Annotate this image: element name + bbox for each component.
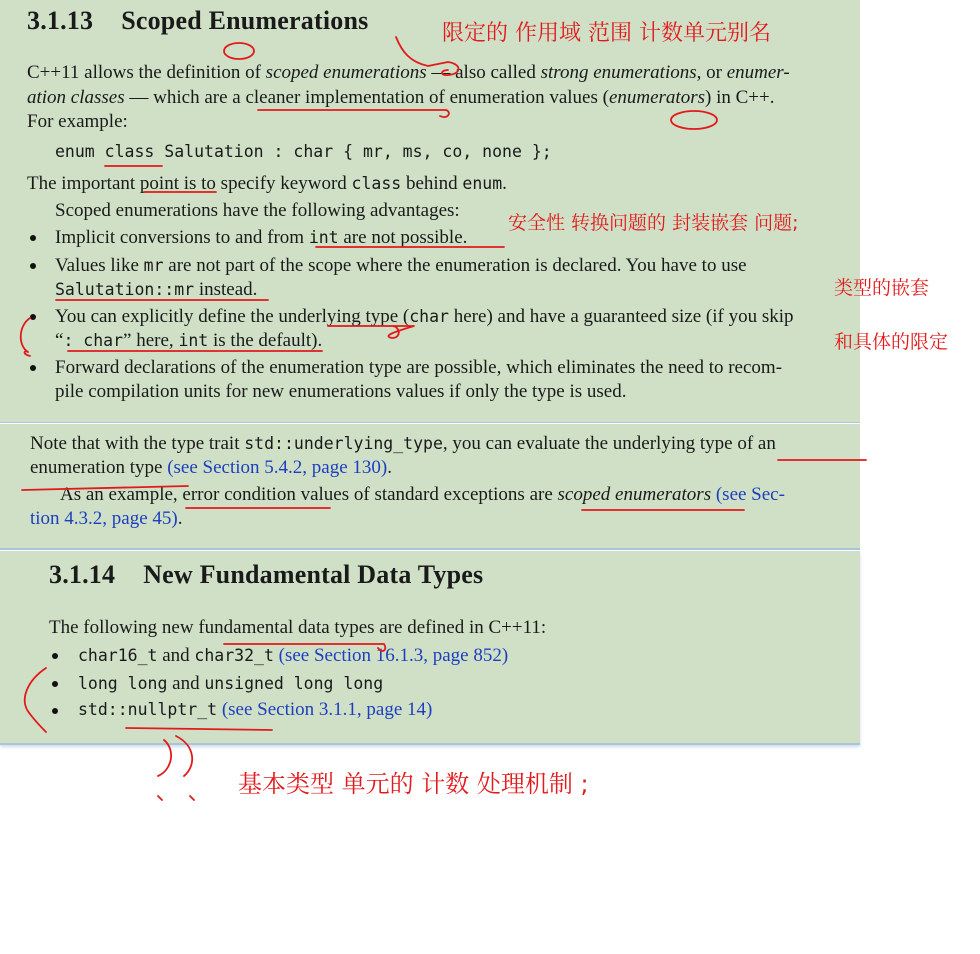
section-title: New Fundamental Data Types [143,560,484,589]
section-link[interactable]: (see Section 3.1.1, page 14) [217,699,433,720]
bullet [52,681,58,687]
paragraph-line [27,172,507,196]
note-line [30,432,776,456]
bullet [52,653,58,659]
ink-stroke [158,740,171,776]
section-title: Scoped Enumerations [121,6,369,35]
bullet [52,708,58,714]
annotation-note: 类型的嵌套 [834,277,930,299]
text: For example: [27,111,128,132]
bullet [30,235,36,241]
ink-stroke [158,796,162,800]
text: enumeration type [30,457,168,478]
section-link[interactable]: (see Sec- [711,484,785,505]
annotation-note: 限定的 作用域 范围 计数单元别名 [442,21,771,46]
text: and [157,645,195,666]
text: . [502,173,507,194]
section-number: 3.1.13 [27,6,94,35]
keyword: int [308,228,339,247]
text: , or [696,62,727,83]
paragraph-line [55,199,460,223]
text: enumer- [726,62,790,83]
keyword: : char [63,331,124,350]
text: — which are a cleaner implementation of enumeration values ( [124,87,609,108]
section-link[interactable]: (see Section 5.4.2, page 130) [167,457,388,478]
list-item-continuation [55,329,322,353]
list-item [55,226,467,250]
section-link[interactable]: (see Section 16.1.3, page 852) [273,645,509,666]
text: C++11 allows the definition of [27,62,266,83]
text: here) and have a guaranteed size (if you skip [449,306,794,327]
bullet [30,263,36,269]
text: behind [401,173,463,194]
text: You can explicitly define the underlying type ( [55,306,410,327]
text: Values like [55,255,144,276]
keyword: std::nullptr_t [78,700,218,719]
list-item [55,356,782,380]
paragraph-line [27,110,128,134]
text: are not part of the scope where the enumeration is declared. You have to use [163,255,747,276]
text: — also called [426,62,541,83]
keyword: long long [78,674,168,693]
keyword: unsigned long long [204,674,384,693]
text: “ [55,330,64,351]
section-link[interactable]: tion 4.3.2, page 45) [30,508,178,529]
bullet [30,365,36,371]
keyword: std::underlying_type [244,434,443,453]
text: scoped enumerators [557,484,712,505]
text: ation classes [27,87,125,108]
text: enumerators [608,87,706,108]
note-line [30,507,183,531]
text: ) in C++. [705,87,775,108]
text: The important point is to specify keyword [27,173,352,194]
keyword: Salutation::mr [55,280,195,299]
list-item [78,698,432,722]
list-item [55,254,747,278]
list-item-continuation [55,278,257,302]
text: Implicit conversions to and from [55,227,309,248]
text: instead. [194,279,258,300]
text: Note that with the type trait [30,433,245,454]
text: . [387,457,392,478]
text: scoped enumerations [265,62,427,83]
text: , you can evaluate the underlying type of an [442,433,776,454]
section-heading-3-1-13 [27,6,368,36]
keyword: class [351,174,402,193]
keyword: int [178,331,209,350]
text: and [167,673,205,694]
keyword: char [409,307,449,326]
annotation-note: 安全性 转换问题的 封装嵌套 问题; [508,212,799,234]
section-number: 3.1.14 [49,560,116,589]
note-line [60,483,785,507]
ink-stroke [190,796,194,800]
note-line [30,456,392,480]
keyword: char16_t [78,646,158,665]
annotation-note: 和具体的限定 [834,331,949,353]
paragraph-line [27,86,774,110]
text: is the default). [208,330,323,351]
text: Forward declarations of the enumeration type are possible, which eliminates the need to recom- [55,357,783,378]
text: pile compilation units for new enumerations values if only the type is used. [55,381,627,402]
list-item [78,644,508,668]
code-example: enum class Salutation : char { mr, ms, co, none }; [55,142,552,161]
text: are not possible. [338,227,468,248]
list-item [55,305,794,329]
text: The following new fundamental data types are defined in C++11: [49,617,547,638]
section-heading-3-1-14 [49,560,483,590]
paragraph-line [27,61,790,85]
paragraph-line [49,616,546,640]
keyword: enum [462,174,503,193]
list-item [78,672,383,696]
text: . [177,508,183,529]
text: As an example, error condition values of standard exceptions are [60,484,558,505]
text: ” here, [123,330,179,351]
bullet [30,314,36,320]
text: Scoped enumerations have the following advantages: [55,200,460,221]
list-item-continuation [55,380,626,404]
text: strong enumerations [540,62,697,83]
keyword: mr [143,256,164,275]
annotation-note: 基本类型 单元的 计数 处理机制 ; [238,770,589,798]
keyword: char32_t [194,646,274,665]
